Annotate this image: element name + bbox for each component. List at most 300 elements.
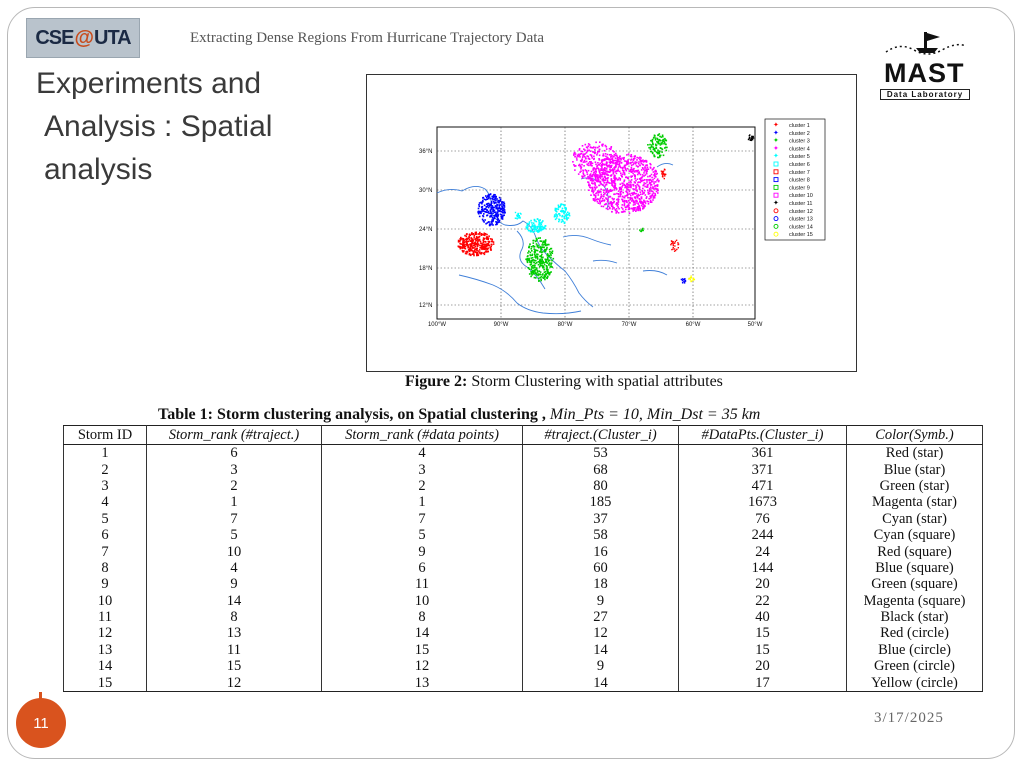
y-axis-ticks [419, 149, 432, 309]
cluster-point [647, 167, 649, 169]
cluster-point [604, 150, 606, 152]
cluster-point [645, 202, 647, 204]
cluster-point [500, 200, 502, 202]
cluster-point [539, 226, 541, 228]
cluster-point [632, 199, 634, 201]
cluster-point [493, 243, 495, 245]
cluster-point [601, 176, 603, 178]
cluster-point [549, 255, 551, 257]
table-cell: 13 [322, 674, 523, 691]
cluster-point [624, 179, 626, 181]
cluster-point [531, 273, 533, 275]
table-cell: 14 [147, 593, 322, 609]
cluster-point [639, 229, 640, 230]
cluster-point [468, 247, 470, 249]
cluster-point [480, 242, 482, 244]
table-row [64, 674, 983, 691]
cluster-point [534, 256, 536, 258]
cluster-point [605, 156, 607, 158]
cluster-point [534, 277, 536, 279]
cluster-point [677, 242, 678, 243]
cluster-point [588, 165, 590, 167]
cluster-point [480, 213, 482, 215]
cluster-point [626, 183, 628, 185]
table-cell: 16 [523, 543, 679, 559]
cluster-point [626, 191, 628, 193]
cluster-point [616, 156, 618, 158]
cluster-point [532, 271, 534, 273]
cluster-point [483, 234, 485, 236]
cluster-point [547, 257, 549, 259]
table-row [64, 478, 983, 494]
cluster-point [531, 248, 533, 250]
cluster-point [661, 151, 663, 153]
cluster-point [620, 158, 622, 160]
cluster-point [545, 273, 547, 275]
cluster-point [566, 213, 568, 215]
cluster-point [588, 182, 590, 184]
cluster-point [631, 167, 633, 169]
cluster-point [469, 239, 471, 241]
cluster-point [690, 275, 691, 276]
cluster-point [481, 246, 483, 248]
cluster-point [635, 193, 637, 195]
cluster-point [588, 158, 590, 160]
table-cell: Red (star) [847, 445, 983, 462]
table-cell: 18 [523, 576, 679, 592]
cluster-point [546, 262, 548, 264]
cluster-point [631, 200, 633, 202]
cluster-point [496, 204, 498, 206]
cluster-point [487, 248, 489, 250]
cluster-point [598, 146, 600, 148]
cluster-point [606, 194, 608, 196]
cluster-point [651, 144, 653, 146]
cluster-point [583, 165, 585, 167]
cluster-point [491, 223, 493, 225]
cluster-point [642, 174, 644, 176]
table-cell: 80 [523, 478, 679, 494]
cluster-point [494, 217, 496, 219]
legend-label: cluster 5 [789, 154, 810, 161]
cluster-point [610, 160, 612, 162]
cluster-point [641, 231, 642, 232]
cluster-point [604, 186, 606, 188]
cluster-point [533, 262, 535, 264]
table-cell: 37 [523, 511, 679, 527]
cluster-point [540, 230, 542, 232]
cluster-point [615, 165, 617, 167]
cluster-point [650, 184, 652, 186]
cluster-point [627, 159, 629, 161]
cluster-point [548, 260, 550, 262]
cluster-point [654, 178, 656, 180]
cluster-point [593, 168, 595, 170]
cluster-point [645, 174, 647, 176]
cluster-point [654, 156, 656, 158]
table-cell: 471 [679, 478, 847, 494]
cluster-point [533, 267, 535, 269]
cluster-point [531, 250, 533, 252]
cluster-point [607, 201, 609, 203]
table-cell: 3 [322, 461, 523, 477]
title-line: Analysis : Spatial [44, 110, 273, 143]
cluster-point [642, 228, 643, 229]
legend-label: cluster 2 [789, 130, 810, 137]
legend-marker: ✦ [773, 122, 779, 129]
cluster-point [625, 209, 627, 211]
cluster-point [626, 154, 628, 156]
cluster-point [504, 209, 506, 211]
cluster-point [640, 202, 642, 204]
cluster-point [540, 271, 542, 273]
cluster-point [499, 210, 501, 212]
cluster-point [640, 194, 642, 196]
cluster-point [555, 219, 557, 221]
cluster-point [537, 245, 539, 247]
cluster-point [479, 252, 481, 254]
table-cell: 7 [147, 511, 322, 527]
cluster-point [537, 218, 539, 220]
table-cell: 1 [64, 445, 147, 462]
cluster-point [485, 195, 487, 197]
cluster-point [470, 240, 472, 242]
cluster-point [663, 173, 664, 174]
cluster-point [497, 202, 499, 204]
cluster-point [597, 162, 599, 164]
cluster-point [674, 248, 675, 249]
cluster-point [501, 211, 503, 213]
legend-label: cluster 8 [789, 177, 810, 184]
cluster-point [581, 175, 583, 177]
cluster-point [618, 159, 620, 161]
cluster-point [638, 203, 640, 205]
cluster-point [641, 169, 643, 171]
table-cell: 13 [147, 625, 322, 641]
cluster-point [531, 268, 533, 270]
cluster-point [483, 237, 485, 239]
cluster-point [748, 139, 749, 140]
cluster-point [548, 264, 550, 266]
cluster-point [489, 241, 491, 243]
cluster-point [584, 175, 586, 177]
cluster-point [536, 274, 538, 276]
cluster-point [477, 252, 479, 254]
cluster-point [624, 201, 626, 203]
cluster-point [627, 197, 629, 199]
cluster-point [607, 177, 609, 179]
cluster-point [578, 173, 580, 175]
cluster-point [655, 139, 657, 141]
cluster-point [650, 180, 652, 182]
cluster-point [601, 201, 603, 203]
cluster-point [635, 202, 637, 204]
table-cell: 20 [679, 658, 847, 674]
cluster-point [531, 246, 533, 248]
cluster-point [599, 191, 601, 193]
cluster-point [494, 196, 496, 198]
cluster-point [629, 208, 631, 210]
cluster-point [541, 259, 543, 261]
table-cell: 10 [147, 543, 322, 559]
cluster-point [565, 209, 567, 211]
cluster-point [644, 205, 646, 207]
cluster-point [473, 251, 475, 253]
cluster-point [475, 232, 477, 234]
cluster-point [528, 223, 530, 225]
cluster-point [631, 154, 633, 156]
cluster-point [583, 161, 585, 163]
table-cell: 60 [523, 560, 679, 576]
cluster-point [603, 206, 605, 208]
table-cell: 8 [147, 609, 322, 625]
cluster-point [541, 276, 543, 278]
cluster-point [627, 186, 629, 188]
cluster-point [641, 180, 643, 182]
cluster-point [497, 218, 499, 220]
legend-label: cluster 9 [789, 185, 810, 192]
cluster-point [659, 153, 661, 155]
cluster-point [542, 227, 544, 229]
cluster-point [663, 139, 665, 141]
cluster-point [603, 196, 605, 198]
cluster-point [599, 200, 601, 202]
figure-caption [405, 373, 723, 391]
cluster-point [534, 220, 536, 222]
cluster-point [639, 198, 641, 200]
cluster-point [578, 165, 580, 167]
table-cell: 6 [147, 445, 322, 462]
table-header-row [64, 426, 983, 445]
cluster-point [652, 141, 654, 143]
cluster-point [653, 171, 655, 173]
cluster-point [582, 157, 584, 159]
cluster-point [654, 170, 656, 172]
cluster-point [472, 238, 474, 240]
cluster-point [538, 237, 540, 239]
cluster-point [619, 179, 621, 181]
cluster-point [622, 192, 624, 194]
cluster-point [586, 146, 588, 148]
cluster-point [599, 151, 601, 153]
cluster-point [628, 200, 630, 202]
cluster-point [654, 173, 656, 175]
cluster-point [591, 190, 593, 192]
cluster-point [609, 169, 611, 171]
cluster-point [537, 254, 539, 256]
cluster-point [614, 180, 616, 182]
cluster-point [597, 147, 599, 149]
cluster-point [646, 168, 648, 170]
cluster-point [541, 265, 543, 267]
cluster-point [558, 209, 560, 211]
cluster-point [484, 199, 486, 201]
cluster-point [527, 262, 529, 264]
table-cell: 2 [147, 478, 322, 494]
x-tick: 70°W [621, 322, 637, 328]
cluster-point [612, 208, 614, 210]
cluster-point [623, 210, 625, 212]
cluster-point [604, 169, 606, 171]
cluster-point [542, 220, 544, 222]
cluster-point [627, 189, 629, 191]
cluster-point [487, 214, 489, 216]
cluster-point [603, 189, 605, 191]
cluster-point [646, 172, 648, 174]
cluster-point [591, 175, 593, 177]
cluster-point [612, 150, 614, 152]
cluster-point [535, 272, 537, 274]
cluster-point [586, 161, 588, 163]
cluster-point [544, 264, 546, 266]
cluster-point [692, 280, 693, 281]
cluster-point [466, 242, 468, 244]
cluster-point [467, 237, 469, 239]
cluster-point [643, 207, 645, 209]
cluster-point [492, 212, 494, 214]
cluster-point [644, 190, 646, 192]
cluster-point [530, 271, 532, 273]
cluster-point [478, 233, 480, 235]
cluster-point [644, 160, 646, 162]
cluster-point [585, 144, 587, 146]
table-cell: 2 [64, 461, 147, 477]
cluster-point [656, 191, 658, 193]
cluster-point [491, 202, 493, 204]
cluster-point [606, 148, 608, 150]
table-cell: 24 [679, 543, 847, 559]
cluster-point [540, 274, 542, 276]
cluster-point [601, 161, 603, 163]
legend-marker: ✦ [773, 145, 779, 153]
legend-label: cluster 10 [789, 193, 813, 200]
cluster-point [467, 241, 469, 243]
cluster-point [538, 264, 540, 266]
cluster-point [624, 204, 626, 206]
cluster-point [466, 234, 468, 236]
cluster-point [491, 207, 493, 209]
cluster-point [592, 183, 594, 185]
table-cell: 17 [679, 674, 847, 691]
cluster-point [649, 188, 651, 190]
cluster-point [657, 184, 659, 186]
cluster-point [590, 173, 592, 175]
cluster-point [602, 172, 604, 174]
table-cell: 9 [64, 576, 147, 592]
cluster-point [540, 247, 542, 249]
logo-cse-text: CSE [35, 26, 74, 49]
cluster-point [630, 197, 632, 199]
cluster-point [647, 190, 649, 192]
cluster-point [569, 213, 571, 215]
cluster-point [493, 194, 495, 196]
cluster-point [654, 150, 656, 152]
cluster-point [612, 199, 614, 201]
cluster-point [484, 208, 486, 210]
table-cell: Cyan (star) [847, 511, 983, 527]
cluster-point [608, 171, 610, 173]
table-cell: 15 [679, 642, 847, 658]
cse-uta-logo [26, 18, 140, 58]
cluster-point [483, 244, 485, 246]
storm-cluster-table [63, 425, 983, 692]
cluster-point [609, 158, 611, 160]
cluster-point [684, 279, 685, 280]
cluster-point [632, 188, 634, 190]
cluster-point [662, 176, 663, 177]
cluster-point [645, 194, 647, 196]
table-cell: 58 [523, 527, 679, 543]
cluster-point [478, 204, 480, 206]
cluster-point [563, 216, 565, 218]
cluster-point [582, 153, 584, 155]
cluster-point [520, 213, 521, 214]
cluster-point [642, 159, 644, 161]
cluster-point [479, 206, 481, 208]
mast-name: MAST [884, 58, 965, 88]
cluster-point [495, 200, 497, 202]
cluster-point [595, 195, 597, 197]
cluster-point [495, 221, 497, 223]
cluster-point [546, 247, 548, 249]
cluster-point [585, 158, 587, 160]
cluster-point [590, 154, 592, 156]
cluster-point [588, 143, 590, 145]
cluster-point [586, 170, 588, 172]
cluster-point [562, 220, 564, 222]
cluster-point [657, 157, 659, 159]
cluster-point [494, 198, 496, 200]
cluster-point [640, 157, 642, 159]
cluster-point [527, 255, 529, 257]
cluster-point [481, 202, 483, 204]
cluster-point [538, 278, 540, 280]
cluster-point [526, 225, 528, 227]
cluster-point [490, 216, 492, 218]
cluster-point [603, 155, 605, 157]
cluster-point [546, 248, 548, 250]
table-row [64, 494, 983, 510]
cluster-point [633, 163, 635, 165]
cluster-point [666, 150, 668, 152]
cluster-point [532, 240, 534, 242]
cluster-point [647, 191, 649, 193]
cluster-point [484, 241, 486, 243]
cluster-point [502, 215, 504, 217]
cluster-point [477, 239, 479, 241]
table-cell: Cyan (square) [847, 527, 983, 543]
cluster-point [664, 169, 665, 170]
cluster-point [491, 214, 493, 216]
cluster-point [647, 176, 649, 178]
cluster-point [560, 210, 562, 212]
cluster-point [615, 178, 617, 180]
cluster-point [543, 262, 545, 264]
cluster-point [644, 170, 646, 172]
cluster-point [586, 155, 588, 157]
cluster-point [476, 248, 478, 250]
cluster-point [503, 201, 505, 203]
cluster-point [541, 222, 543, 224]
cluster-point [628, 204, 630, 206]
cluster-point [633, 202, 635, 204]
cluster-point [539, 256, 541, 258]
cluster-point [547, 255, 549, 257]
table-row [64, 527, 983, 543]
cluster-point [587, 176, 589, 178]
cluster-point [549, 251, 551, 253]
cluster-point [536, 250, 538, 252]
